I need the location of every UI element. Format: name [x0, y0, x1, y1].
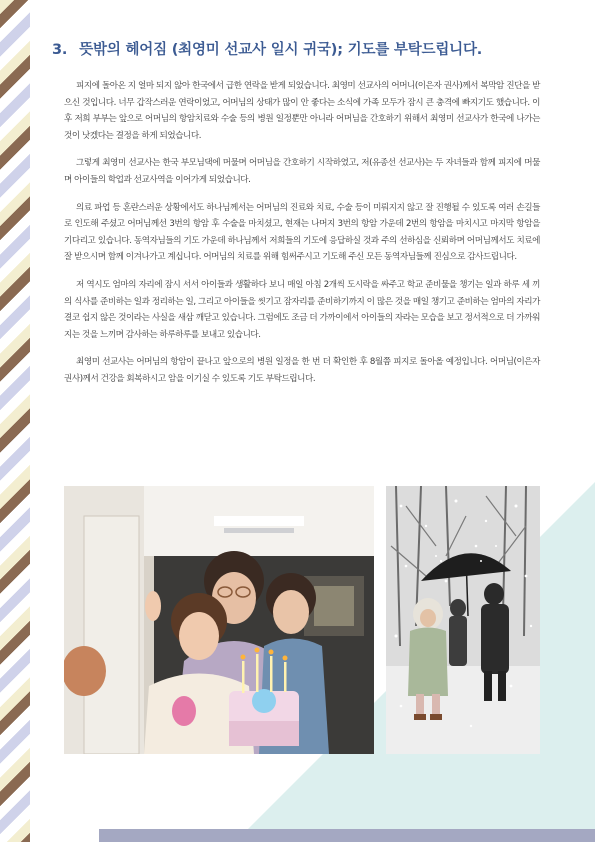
decorative-stripe-border	[0, 0, 30, 842]
candle	[284, 662, 287, 692]
paragraph-3: 의료 파업 등 혼란스러운 상황에서도 하나님께서는 어머님의 진료와 치료, 수술 등이 미뤄지지 않고 잘 진행될 수 있도록 여러 손길들로 인도해 주셨고 어머님께선 3번의 항암 후 수술을 마치셨고, 현재는 나머지 3번의 항암 가운데 2번의 항암을 마치시고 마지막 항암을 기다리고 있습니다. 동역자님들의 기도 가운데 하나님께서 저희들의 기도에 응답하실 것과 주의 선하심을 신뢰하며 어머님께서도 치료에 잘 받으시며 함께 이겨나가고 계십니다. 어머님의 치료를 위해 힘써주시고 기도해 주신 모든 동역자님들께 진심으로 감사드립니다.	[64, 202, 540, 263]
family-birthday-photo	[64, 486, 374, 754]
snow-umbrella-illustration	[386, 486, 540, 754]
snow-umbrella-photo	[386, 486, 540, 754]
stripe-edge	[30, 0, 32, 842]
paragraph-1: 피지에 돌아온 지 얼마 되지 않아 한국에서 급한 연락을 받게 되었습니다. 최영미 선교사의 어머니(이은자 권사)께서 복막암 진단을 받으신 것입니다. 너무 갑작스러운 연락이었고, 어머님의 상태가 많이 안 좋다는 소식에 가족 모두가 잠시 큰 충격에 빠지기도 했습니다. 이후 저희 부부는 앞으로 어머님의 항암치료와 수술 등의 병원 일정뿐만 아니라 어머님을 간호하기 위해서 최영미 선교사가 한국에 나가는 것이 낫겠다는 결정을 하게 되었습니다.	[64, 81, 540, 141]
section-heading	[52, 38, 482, 59]
family-birthday-illustration	[64, 486, 374, 754]
candle	[256, 654, 259, 692]
section-title: 뜻밖의 헤어짐 (최영미 선교사 일시 귀국); 기도를 부탁드립니다.	[79, 42, 483, 58]
candle	[242, 661, 245, 693]
bottom-bar-decoration	[99, 829, 595, 842]
section-number: 3.	[52, 42, 68, 58]
paragraph-2: 그렇게 최영미 선교사는 한국 부모님댁에 머물며 어머님을 간호하기 시작하였고, 저(유종선 선교사)는 두 자녀들과 함께 피지에 머물며 아이들의 학업과 선교사역을 이어가게 되었습니다.	[64, 158, 540, 185]
body-text	[64, 78, 540, 399]
paragraph-4: 저 역시도 엄마의 자리에 잠시 서서 아이들과 생활하다 보니 매일 아침 2개씩 도시락을 싸주고 학교 준비물을 챙기는 일과 하루 세 끼의 식사를 준비하는 일과 정리하는 일, 그리고 아이들을 씻기고 잠자리를 준비하기까지 이 많은 것을 매일 챙기고 준비하는 엄마의 자리가 결코 쉽지 않은 것이라는 사실을 새삼 깨닫고 있습니다. 그럼에도 조금 더 가까이에서 아이들의 자라는 모습을 보고 정서적으로 더 가까워지는 것을 느끼며 감사하는 하루하루를 보내고 있습니다.	[64, 279, 540, 340]
candle	[270, 656, 273, 692]
paragraph-5: 최영미 선교사는 어머님의 항암이 끝나고 앞으로의 병원 일정을 한 번 더 확인한 후 8월쯤 피지로 돌아올 예정입니다. 어머님(이은자 권사)께서 건강을 회복하시고 암을 이기실 수 있도록 기도 부탁드립니다.	[64, 357, 540, 384]
